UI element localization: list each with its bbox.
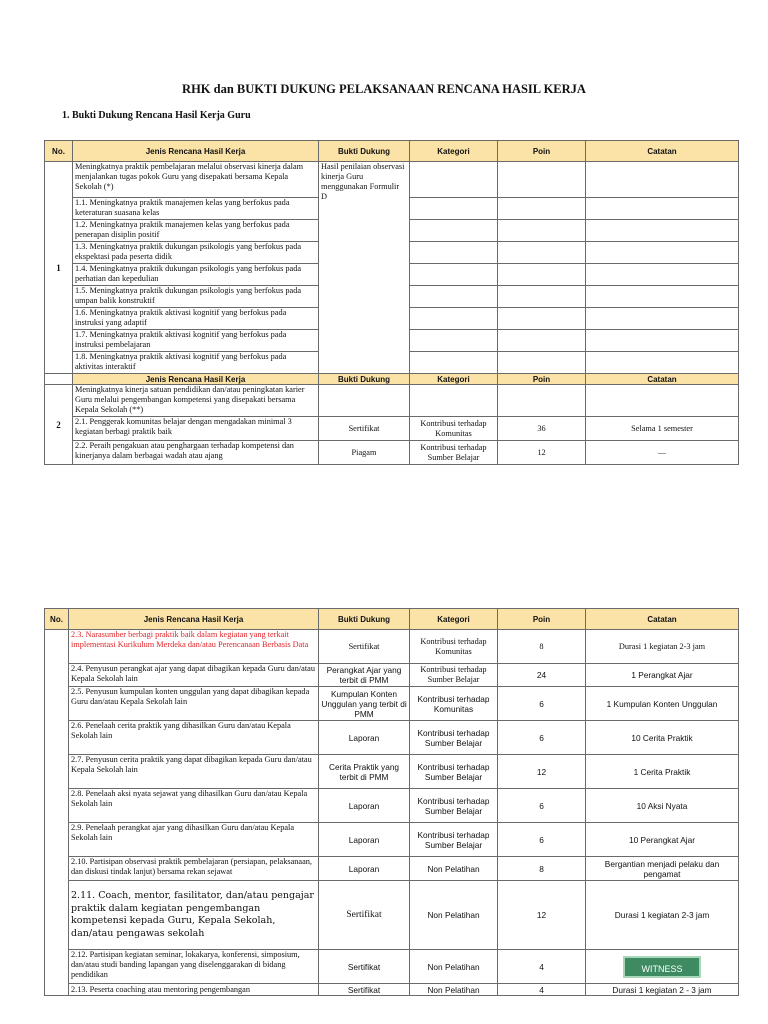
row-kategori: Kontribusi terhadap Sumber Belajar: [410, 441, 498, 465]
header-poin: Poin: [498, 374, 586, 385]
row-catatan: [586, 950, 739, 984]
row-bukti: Sertifikat: [319, 984, 410, 996]
table-row: [45, 687, 739, 721]
header-poin: Poin: [498, 141, 586, 162]
row-kategori: Kontribusi terhadap Komunitas: [410, 630, 498, 664]
witness-badge: WITNESS: [623, 956, 701, 978]
row-catatan: Durasi 1 kegiatan 2-3 jam: [586, 881, 739, 950]
row-bukti: Piagam: [319, 441, 410, 465]
table-row: [45, 721, 739, 755]
table-row: [45, 664, 739, 687]
header-poin: Poin: [498, 609, 586, 630]
row-bukti: Hasil penilaian observasi kinerja Guru menggunakan Formulir D: [319, 162, 410, 374]
row-text: 2.11. Coach, mentor, fasilitator, dan/atau pengajar praktik dalam kegiatan pengembangan kompetensi kepada Guru, Kepala Sekolah, dan/atau pengawas sekolah: [69, 881, 319, 950]
row-poin: 12: [498, 755, 586, 789]
row-text: 2.10. Partisipan observasi praktik pembelajaran (persiapan, pelaksanaan, dan diskusi tindak lanjut) bersama rekan sejawat: [69, 857, 319, 881]
table-row: [45, 441, 739, 465]
row-catatan: Bergantian menjadi pelaku dan pengamat: [586, 857, 739, 881]
table-row: [45, 950, 739, 984]
row-poin: 6: [498, 687, 586, 721]
row-kategori: Non Pelatihan: [410, 950, 498, 984]
row-bukti: Kumpulan Konten Unggulan yang terbit di PMM: [319, 687, 410, 721]
row-text: 2.4. Penyusun perangkat ajar yang dapat dibagikan kepada Guru dan/atau Kepala Sekolah lain: [69, 664, 319, 687]
row-poin: 8: [498, 857, 586, 881]
row-text: 1.1. Meningkatnya praktik manajemen kelas yang berfokus pada keteraturan suasana kelas: [73, 198, 319, 220]
header-catatan: Catatan: [586, 141, 739, 162]
row-text: 1.6. Meningkatnya praktik aktivasi kognitif yang berfokus pada instruksi yang adaptif: [73, 308, 319, 330]
table-row: [45, 162, 739, 198]
header-jenis: Jenis Rencana Hasil Kerja: [73, 374, 319, 385]
row-bukti: Laporan: [319, 857, 410, 881]
row-text: 2.13. Peserta coaching atau mentoring pengembangan: [69, 984, 319, 996]
row-text: 2.3. Narasumber berbagi praktik baik dalam kegiatan yang terkait implementasi Kurikulum Merdeka dan/atau Perencanaan Berbasis Data: [69, 630, 319, 664]
row-poin: 24: [498, 664, 586, 687]
row-poin: 6: [498, 789, 586, 823]
row-text: 1.4. Meningkatnya praktik dukungan psikologis yang berfokus pada perhatian dan kepedulian: [73, 264, 319, 286]
row-text: Meningkatnya praktik pembelajaran melalui observasi kinerja dalam menjalankan tugas pokok Guru yang disepakati bersama Kepala Sekolah (*): [73, 162, 319, 198]
row-kategori: Kontribusi terhadap Sumber Belajar: [410, 823, 498, 857]
row-bukti: Sertifikat: [319, 881, 410, 950]
header-jenis: Jenis Rencana Hasil Kerja: [69, 609, 319, 630]
row-kategori: Kontribusi terhadap Komunitas: [410, 417, 498, 441]
row-text: 1.2. Meningkatnya praktik manajemen kelas yang berfokus pada penerapan disiplin positif: [73, 220, 319, 242]
row-catatan: 10 Cerita Praktik: [586, 721, 739, 755]
row-catatan: Durasi 1 kegiatan 2 - 3 jam: [586, 984, 739, 996]
row-catatan: 1 Kumpulan Konten Unggulan: [586, 687, 739, 721]
row-poin: 12: [498, 441, 586, 465]
row-number: 1: [45, 162, 73, 374]
table-header-row: [45, 141, 739, 162]
row-poin: 12: [498, 881, 586, 950]
rhk-table-2: [44, 608, 739, 996]
row-number: 2: [45, 385, 73, 465]
row-kategori: Non Pelatihan: [410, 881, 498, 950]
header-catatan: Catatan: [586, 609, 739, 630]
header-catatan: Catatan: [586, 374, 739, 385]
rhk-table-1: [44, 140, 739, 465]
row-text: 2.12. Partisipan kegiatan seminar, lokakarya, konferensi, simposium, dan/atau studi banding lapangan yang diselenggarakan di bidang pendidikan: [69, 950, 319, 984]
document-title: RHK dan BUKTI DUKUNG PELAKSANAAN RENCANA HASIL KERJA: [182, 82, 586, 96]
row-text: 1.7. Meningkatnya praktik aktivasi kognitif yang berfokus pada instruksi pembelajaran: [73, 330, 319, 352]
row-text: 2.6. Penelaah cerita praktik yang dihasilkan Guru dan/atau Kepala Sekolah lain: [69, 721, 319, 755]
row-bukti: Laporan: [319, 789, 410, 823]
row-text: 2.2. Peraih pengakuan atau penghargaan terhadap kompetensi dan kinerjanya dalam berbagai wadah atau ajang: [73, 441, 319, 465]
header-bukti: Bukti Dukung: [319, 141, 410, 162]
row-text: 2.9. Penelaah perangkat ajar yang dihasilkan Guru dan/atau Kepala Sekolah lain: [69, 823, 319, 857]
row-catatan: 1 Perangkat Ajar: [586, 664, 739, 687]
row-catatan: Selama 1 semester: [586, 417, 739, 441]
row-poin: 8: [498, 630, 586, 664]
row-text: 1.3. Meningkatnya praktik dukungan psikologis yang berfokus pada ekspektasi pada peserta didik: [73, 242, 319, 264]
header-kategori: Kategori: [410, 609, 498, 630]
table-row: [45, 823, 739, 857]
row-kategori: Kontribusi terhadap Sumber Belajar: [410, 789, 498, 823]
row-text: 1.8. Meningkatnya praktik aktivasi kognitif yang berfokus pada aktivitas interaktif: [73, 352, 319, 374]
row-poin: 4: [498, 984, 586, 996]
row-catatan: Durasi 1 kegiatan 2-3 jam: [586, 630, 739, 664]
row-text: 2.5. Penyusun kumpulan konten unggulan yang dapat dibagikan kepada Guru dan/atau Kepala Sekolah lain: [69, 687, 319, 721]
header-no: No.: [45, 609, 69, 630]
header-no: No.: [45, 141, 73, 162]
row-catatan: 10 Aksi Nyata: [586, 789, 739, 823]
row-bukti: Sertifikat: [319, 950, 410, 984]
table-row: [45, 417, 739, 441]
row-bukti: Sertifikat: [319, 417, 410, 441]
row-bukti: Perangkat Ajar yang terbit di PMM: [319, 664, 410, 687]
section-subtitle: 1. Bukti Dukung Rencana Hasil Kerja Guru: [62, 110, 251, 121]
header-bukti: Bukti Dukung: [319, 609, 410, 630]
header-kategori: Kategori: [410, 374, 498, 385]
header-bukti: Bukti Dukung: [319, 374, 410, 385]
table-row: [45, 857, 739, 881]
row-text: Meningkatnya kinerja satuan pendidikan dan/atau peningkatan karier Guru melalui pengembangan kompetensi yang disepakati bersama Kepala Sekolah (**): [73, 385, 319, 417]
table-subheader-row: [45, 374, 739, 385]
row-poin: 4: [498, 950, 586, 984]
row-catatan: 10 Perangkat Ajar: [586, 823, 739, 857]
row-bukti: Sertifikat: [319, 630, 410, 664]
row-kategori: Kontribusi terhadap Sumber Belajar: [410, 755, 498, 789]
row-text: 1.5. Meningkatnya praktik dukungan psikologis yang berfokus pada umpan balik konstruktif: [73, 286, 319, 308]
row-poin: 6: [498, 721, 586, 755]
row-text: 2.1. Penggerak komunitas belajar dengan mengadakan minimal 3 kegiatan berbagi praktik baik: [73, 417, 319, 441]
table-row: [45, 630, 739, 664]
row-bukti: Laporan: [319, 721, 410, 755]
header-kategori: Kategori: [410, 141, 498, 162]
row-catatan: —: [586, 441, 739, 465]
header-jenis: Jenis Rencana Hasil Kerja: [73, 141, 319, 162]
table-row: [45, 984, 739, 996]
table-header-row: [45, 609, 739, 630]
row-bukti: Laporan: [319, 823, 410, 857]
row-catatan: 1 Cerita Praktik: [586, 755, 739, 789]
row-kategori: Kontribusi terhadap Sumber Belajar: [410, 721, 498, 755]
row-kategori: Kontribusi terhadap Komunitas: [410, 687, 498, 721]
row-poin: 36: [498, 417, 586, 441]
row-kategori: Non Pelatihan: [410, 857, 498, 881]
row-text: 2.8. Penelaah aksi nyata sejawat yang dihasilkan Guru dan/atau Kepala Sekolah lain: [69, 789, 319, 823]
row-text: 2.7. Penyusun cerita praktik yang dapat dibagikan kepada Guru dan/atau Kepala Sekolah lain: [69, 755, 319, 789]
table-row: [45, 881, 739, 950]
row-kategori: Kontribusi terhadap Sumber Belajar: [410, 664, 498, 687]
table-row: [45, 755, 739, 789]
row-kategori: Non Pelatihan: [410, 984, 498, 996]
row-bukti: Cerita Praktik yang terbit di PMM: [319, 755, 410, 789]
row-poin: 6: [498, 823, 586, 857]
table-row: [45, 789, 739, 823]
table-row: [45, 385, 739, 417]
